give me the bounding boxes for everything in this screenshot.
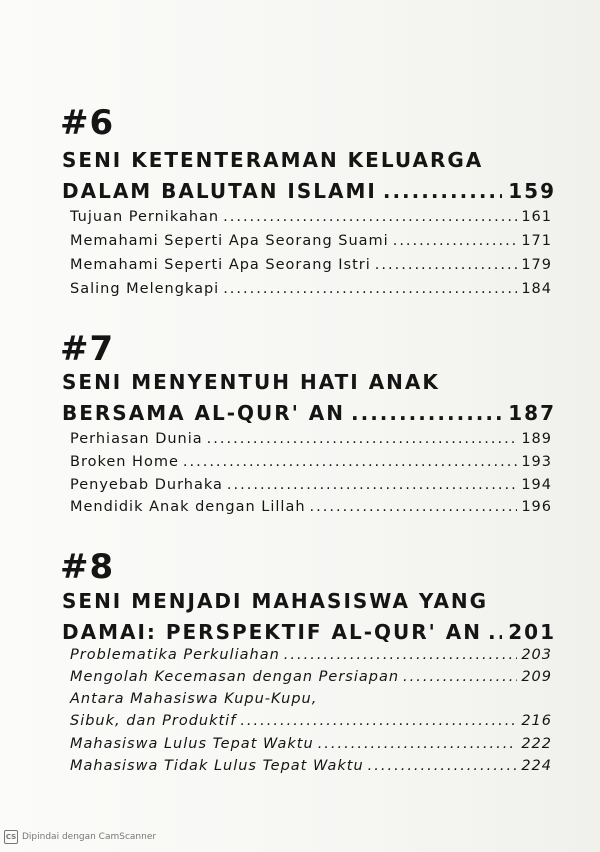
chapter-title-line2: DAMAI: PERSPEKTIF AL-QUR' AN	[62, 620, 482, 644]
chapter-title-line2-row	[62, 622, 556, 642]
toc-entry-page: 184	[521, 281, 552, 297]
toc-entry-page: 179	[521, 257, 552, 273]
toc-entry[interactable]	[70, 210, 552, 225]
scanner-watermark	[4, 830, 156, 844]
toc-entry[interactable]	[70, 500, 552, 515]
leader-dots	[240, 714, 517, 729]
leader-dots	[207, 432, 518, 447]
toc-entry[interactable]	[70, 648, 552, 663]
leader-dots	[310, 500, 518, 515]
leader-dots	[488, 622, 502, 642]
toc-entry-page: 161	[521, 209, 552, 225]
leader-dots	[368, 759, 518, 774]
toc-entry[interactable]	[70, 258, 552, 273]
toc-entry-label: Mahasiswa Lulus Tepat Waktu	[70, 736, 314, 752]
leader-dots	[403, 670, 517, 685]
leader-dots	[284, 648, 518, 663]
toc-entry-page: 209	[521, 669, 552, 685]
toc-entry-label: Tujuan Pernikahan	[70, 209, 220, 225]
toc-entry-page: 222	[521, 736, 552, 752]
toc-entry[interactable]	[70, 759, 552, 774]
toc-entry-page: 171	[521, 233, 552, 249]
toc-entry-page: 216	[521, 713, 552, 729]
toc-entry-page: 189	[521, 431, 552, 447]
chapter-number: #8	[60, 547, 115, 587]
leader-dots	[227, 478, 517, 493]
toc-entry-page: 193	[521, 454, 552, 470]
chapter-title-line1: SENI MENJADI MAHASISWA YANG	[62, 589, 489, 613]
toc-entry-label: Perhiasan Dunia	[70, 431, 203, 447]
toc-entry[interactable]	[70, 234, 552, 249]
chapter-title-line1: SENI MENYENTUH HATI ANAK	[62, 370, 440, 394]
toc-entry-label: Saling Melengkapi	[70, 281, 220, 297]
toc-entry-label: Penyebab Durhaka	[70, 477, 223, 493]
toc-entry[interactable]	[70, 432, 552, 447]
chapter-number: #7	[60, 329, 115, 369]
toc-entry-label: Mengolah Kecemasan dengan Persiapan	[70, 669, 400, 685]
toc-entry-wrapped-line[interactable]	[70, 692, 552, 707]
chapter-title-line2-row	[62, 403, 556, 423]
toc-entry-label: Mahasiswa Tidak Lulus Tepat Waktu	[70, 758, 364, 774]
toc-entry-label: Mendidik Anak dengan Lillah	[70, 499, 306, 515]
toc-entry-label: Memahami Seperti Apa Seorang Istri	[70, 257, 371, 273]
chapter-page-number: 159	[508, 179, 556, 203]
toc-entry[interactable]	[70, 282, 552, 297]
chapter-title-line2-row	[62, 181, 556, 201]
leader-dots	[223, 210, 517, 225]
leader-dots	[375, 258, 518, 273]
camscanner-icon: CS	[4, 830, 18, 844]
chapter-number: #6	[60, 103, 115, 143]
toc-entry[interactable]	[70, 670, 552, 685]
leader-dots	[318, 737, 518, 752]
watermark-text: Dipindai dengan CamScanner	[22, 832, 157, 842]
chapter-title-line2: DALAM BALUTAN ISLAMI	[62, 179, 377, 203]
toc-entry[interactable]	[70, 714, 552, 729]
chapter-title-line2: BERSAMA AL-QUR' AN	[62, 401, 346, 425]
chapter-title-line1: SENI KETENTERAMAN KELUARGA	[62, 148, 484, 172]
toc-entry-page: 203	[521, 647, 552, 663]
leader-dots	[383, 181, 502, 201]
toc-entry-label: Sibuk, dan Produktif	[70, 713, 237, 729]
toc-entry-label: Broken Home	[70, 454, 179, 470]
toc-entry-label: Problematika Perkuliahan	[70, 647, 280, 663]
toc-entry-label: Antara Mahasiswa Kupu-Kupu,	[70, 691, 318, 707]
leader-dots	[183, 455, 517, 470]
chapter-page-number: 201	[508, 620, 556, 644]
leader-dots	[393, 234, 518, 249]
toc-entry[interactable]	[70, 737, 552, 752]
toc-entry[interactable]	[70, 455, 552, 470]
toc-entry-label: Memahami Seperti Apa Seorang Suami	[70, 233, 389, 249]
leader-dots	[223, 282, 517, 297]
chapter-page-number: 187	[508, 401, 556, 425]
toc-entry[interactable]	[70, 478, 552, 493]
leader-dots	[351, 403, 502, 423]
toc-entry-page: 194	[521, 477, 552, 493]
toc-entry-page: 224	[521, 758, 552, 774]
toc-entry-page: 196	[521, 499, 552, 515]
